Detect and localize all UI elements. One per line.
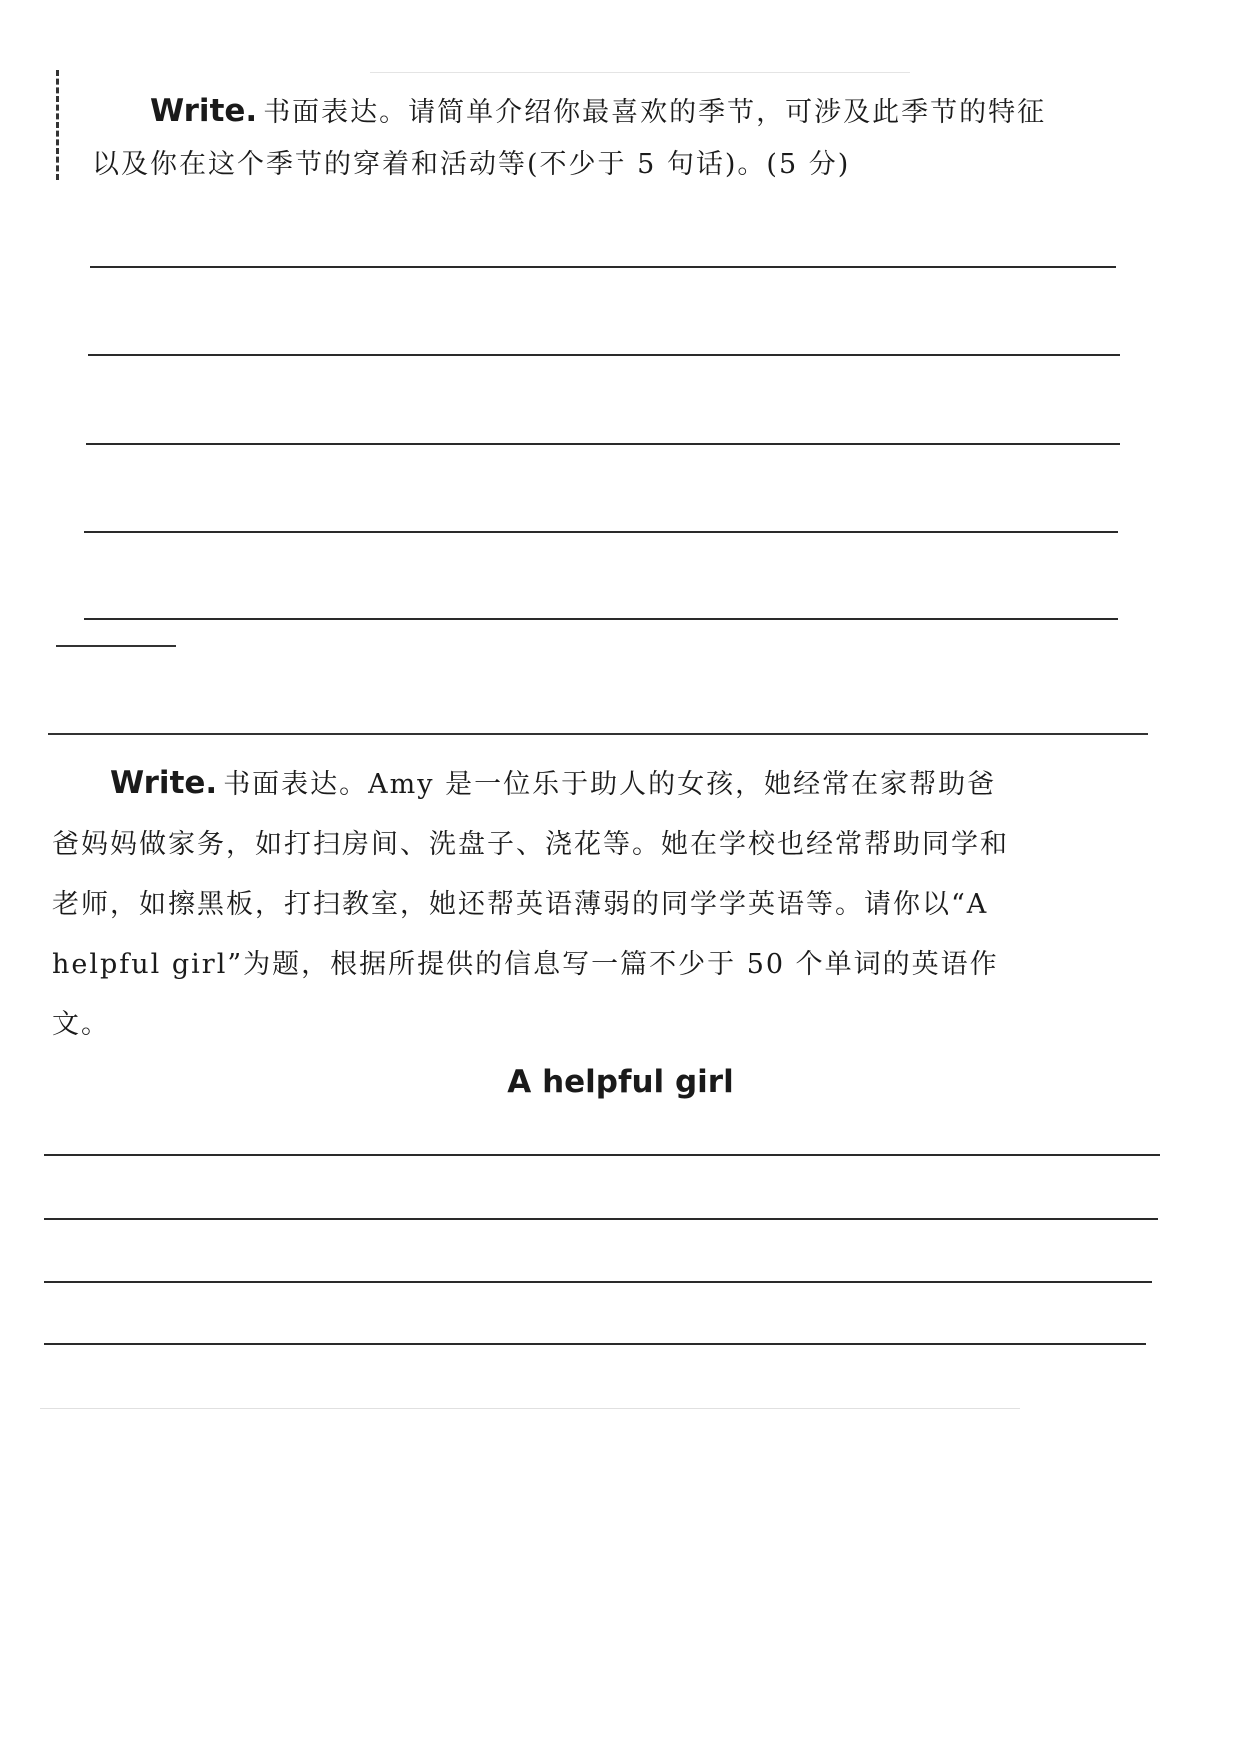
section1-instruction-line2: 以及你在这个季节的穿着和活动等(不少于 5 句话)。(5 分) <box>92 149 851 180</box>
section-divider <box>48 733 1148 735</box>
essay-title: A helpful girl <box>507 1064 734 1100</box>
section1-answer-line-4[interactable] <box>84 531 1118 533</box>
section2-instruction-line1 <box>110 762 996 801</box>
section2-answer-line-3[interactable] <box>44 1281 1152 1283</box>
section2-instruction-line3: 老师，如擦黑板，打扫教室，她还帮英语薄弱的同学学英语等。请你以“A <box>52 889 989 920</box>
section2-instruction-line5: 文。 <box>52 1009 110 1040</box>
section1-instruction-line1 <box>150 90 1046 129</box>
section1-answer-line-5[interactable] <box>84 618 1118 620</box>
section2-instruction-line2: 爸妈妈做家务，如打扫房间、洗盘子、浇花等。她在学校也经常帮助同学和 <box>52 829 1009 860</box>
section2-lead: Write. <box>110 765 218 801</box>
section1-lead: Write. <box>150 93 258 129</box>
margin-dashed-line <box>56 70 59 180</box>
section1-answer-line-3[interactable] <box>86 443 1120 445</box>
section2-instruction-line4: helpful girl”为题，根据所提供的信息写一篇不少于 50 个单词的英语作 <box>52 949 999 980</box>
section2-answer-line-2[interactable] <box>44 1218 1158 1220</box>
section1-instruction-text1: 书面表达。请简单介绍你最喜欢的季节，可涉及此季节的特征 <box>263 97 1047 128</box>
section1-answer-line-1[interactable] <box>90 266 1116 268</box>
section2-instruction-text1: 书面表达。Amy 是一位乐于助人的女孩，她经常在家帮助爸 <box>223 769 997 800</box>
scan-artifact-line <box>370 72 910 73</box>
section2-answer-line-4[interactable] <box>44 1343 1146 1345</box>
section2-answer-line-1[interactable] <box>44 1154 1160 1156</box>
scan-artifact-line-bottom <box>40 1408 1020 1409</box>
section1-answer-line-2[interactable] <box>88 354 1120 356</box>
section1-answer-line-stub <box>56 645 176 647</box>
